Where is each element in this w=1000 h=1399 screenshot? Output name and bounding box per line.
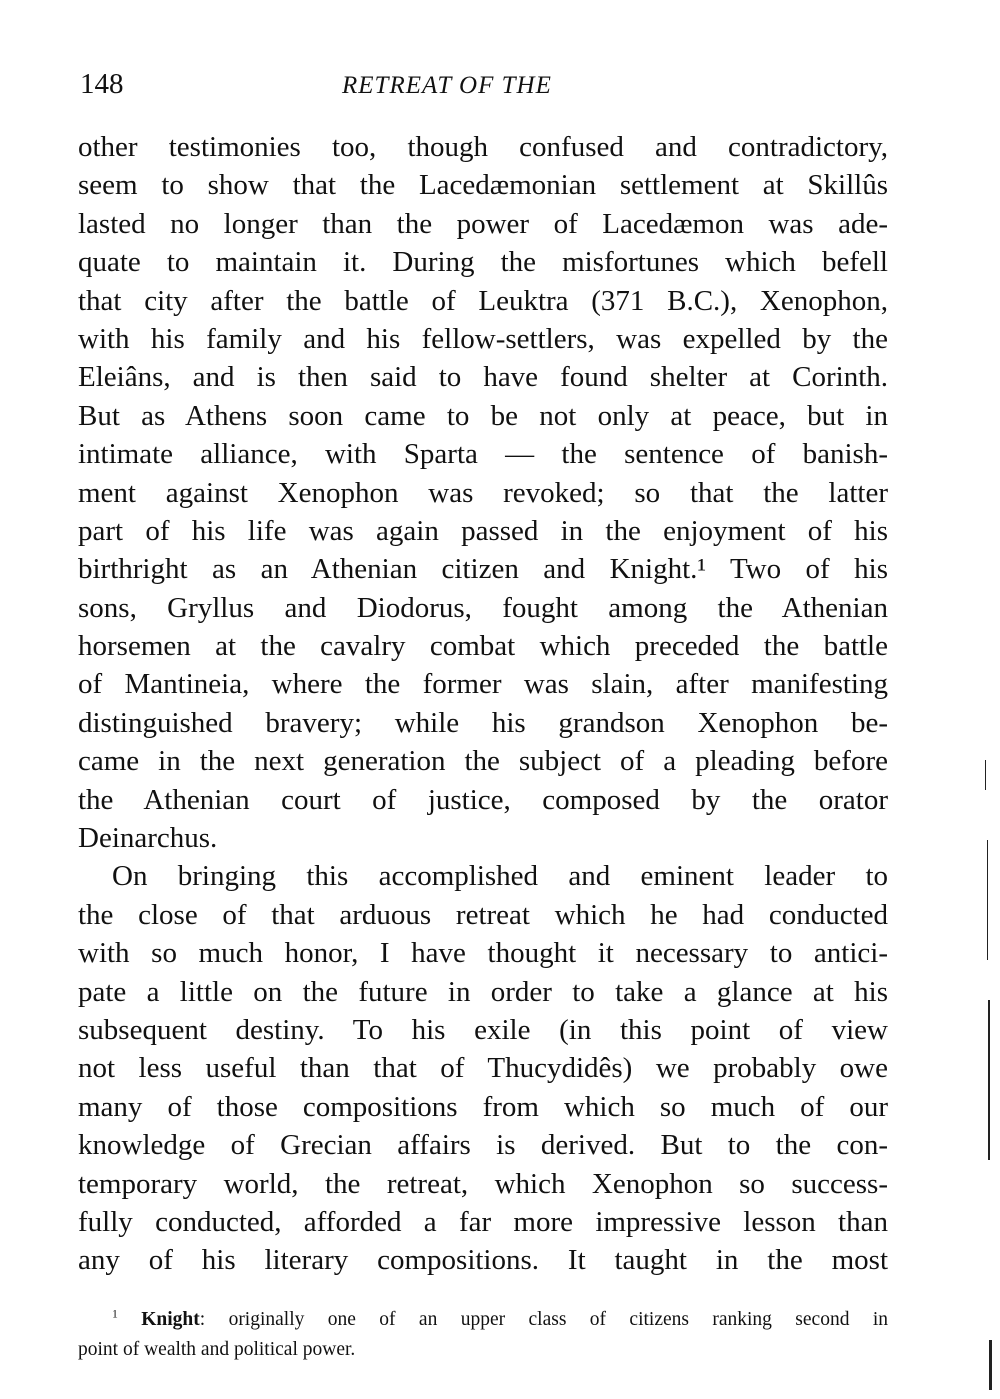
text-line: not less useful than that of Thucydidês) we probably owe	[78, 1052, 888, 1085]
text-line: ment against Xenophon was revoked; so that the latter	[78, 476, 888, 509]
text-line: subsequent destiny. To his exile (in this point of view	[78, 1013, 888, 1046]
text-line: that city after the battle of Leuktra (371 B.C.), Xenophon,	[78, 284, 888, 317]
scan-margin-mark	[988, 1000, 990, 1160]
text-line: fully conducted, afforded a far more impressive lesson than	[78, 1205, 888, 1238]
footnote-text: : originally one of an upper class of citizens ranking second in	[199, 1309, 889, 1330]
text-line: other testimonies too, though confused and contradictory,	[78, 131, 888, 163]
text-line: But as Athens soon came to be not only at peace, but in	[78, 399, 888, 432]
text-line: On bringing this accomplished and eminent leader to	[112, 860, 888, 893]
text-line: sons, Gryllus and Diodorus, fought among the Athenian	[78, 591, 888, 624]
page-number: 148	[80, 68, 124, 100]
text-line: many of those compositions from which so much of our	[78, 1090, 888, 1123]
text-line: with his family and his fellow-settlers, was expelled by the	[78, 322, 888, 355]
body-text	[78, 128, 888, 1280]
scan-margin-mark	[989, 1340, 992, 1390]
text-line: knowledge of Grecian affairs is derived. But to the con-	[78, 1129, 888, 1162]
text-line: distinguished bravery; while his grandson Xenophon be-	[78, 706, 888, 739]
text-line: the Athenian court of justice, composed by the orator	[78, 783, 888, 816]
text-line: Eleiâns, and is then said to have found shelter at Corinth.	[78, 361, 888, 394]
text-line: seem to show that the Lacedæmonian settlement at Skillûs	[78, 169, 888, 202]
text-line: of Mantineia, where the former was slain, after manifesting	[78, 668, 888, 701]
text-line: horsemen at the cavalry combat which preceded the battle	[78, 630, 888, 663]
text-line: the close of that arduous retreat which he had conducted	[78, 898, 888, 931]
footnote	[78, 1305, 888, 1365]
text-line: Deinarchus.	[78, 822, 218, 855]
scan-margin-mark	[987, 840, 988, 960]
footnote-line-1	[78, 1305, 888, 1335]
text-line: lasted no longer than the power of Lacedæmon was ade-	[78, 207, 888, 240]
text-line: with so much honor, I have thought it necessary to antici-	[78, 937, 888, 970]
running-title: RETREAT OF THE	[342, 72, 552, 99]
scan-margin-mark	[985, 760, 986, 790]
text-line: part of his life was again passed in the enjoyment of his	[78, 514, 888, 547]
text-line: pate a little on the future in order to take a glance at his	[78, 975, 888, 1008]
footnote-marker: 1	[112, 1307, 118, 1321]
text-line: any of his literary compositions. It taught in the most	[78, 1244, 888, 1277]
footnote-line-2: point of wealth and political power.	[78, 1339, 356, 1360]
text-line: intimate alliance, with Sparta — the sentence of banish-	[78, 438, 888, 471]
text-line: came in the next generation the subject of a pleading before	[78, 745, 888, 778]
footnote-term: Knight	[141, 1309, 200, 1330]
text-line: quate to maintain it. During the misfortunes which befell	[78, 246, 888, 279]
text-line: birthright as an Athenian citizen and Knight.¹ Two of his	[78, 553, 888, 586]
text-line: temporary world, the retreat, which Xenophon so success-	[78, 1167, 888, 1200]
